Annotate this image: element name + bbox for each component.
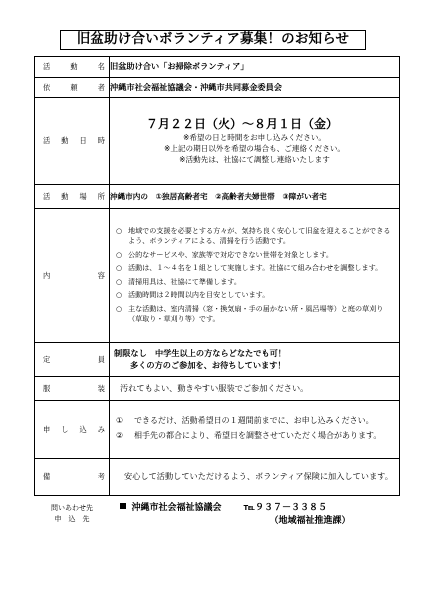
requester-value: 沖縄市社会福祉協議会・沖縄市共同募金委員会 [110, 78, 400, 98]
volunteer-info-table [34, 56, 400, 532]
list-item: ○ 公的なサービスや、家族等で対応できない世帯を対象とします。 [116, 249, 334, 259]
label-schedule: 活 動 日 時 [35, 98, 110, 185]
label-clothing: 服 装 [35, 377, 110, 401]
label-content: 内 容 [35, 209, 110, 343]
contact-label-cell [35, 496, 110, 532]
page-title: 旧盆助け合いボランティア募集！のお知らせ [60, 30, 366, 50]
label-application: 申 し 込 み [35, 401, 110, 459]
label-requester: 依 頼 者 [35, 78, 110, 98]
circle-bullet-icon: ○ [116, 290, 123, 299]
schedule-note: ※希望の日と時間をお申し込みください。 [182, 133, 327, 142]
list-item: ○ 活動時間は２時間以内を目安としています。 [116, 290, 270, 299]
clothing-value: 汚れてもよい、動きやすい服装でご参加ください。 [110, 377, 400, 401]
contact-label: 問いあわせ先 [51, 503, 93, 512]
row-capacity [35, 343, 400, 377]
contact-line [120, 502, 400, 515]
location-value: 沖縄市内の ①独居高齢者宅 ②高齢者夫婦世帯 ③障がい者宅 [110, 185, 400, 209]
row-clothing [35, 377, 400, 401]
contact-value-cell [110, 496, 400, 532]
remarks-value: 安心して活動していただけるよう、ボランティア保険に加入しています。 [110, 459, 400, 496]
contact-phone: ℡９３７－３３８５ [243, 502, 328, 513]
circle-bullet-icon: ○ [116, 225, 123, 235]
content-list [116, 226, 394, 325]
row-location [35, 185, 400, 209]
label-location: 活 動 場 所 [35, 185, 110, 209]
row-contact [35, 496, 400, 532]
row-requester [35, 78, 400, 98]
circle-bullet-icon: ○ [116, 303, 123, 313]
list-item: ② 相手先の都合により、希望日を調整させていただく場合があります。 [116, 430, 382, 440]
list-item: ○ 活動は、１～４名を１組として実施します。社協にて組み合わせを調整します。 [116, 263, 383, 272]
circle-bullet-icon: ○ [116, 263, 123, 272]
list-item: ○ 主な活動は、室内清掃（窓・換気扇・手の届かない所・風呂場等）と庭の草刈り（草取り・草刈り等）です。 [116, 303, 384, 323]
row-remarks [35, 459, 400, 496]
schedule-note: ※活動先は、社協にて調整し連絡いたします [179, 155, 330, 164]
schedule-value [110, 98, 400, 185]
label-capacity: 定 員 [35, 343, 110, 377]
circle-bullet-icon: ○ [116, 249, 123, 259]
application-list [110, 415, 399, 441]
capacity-value [110, 343, 400, 377]
label-remarks: 備 考 [35, 459, 110, 496]
row-schedule [35, 98, 400, 185]
content-value [110, 209, 400, 343]
row-application [35, 401, 400, 459]
apply-label: 申 込 先 [54, 514, 90, 523]
list-item: ○ 清掃用具は、社協にて準備します。 [116, 276, 241, 286]
contact-org: 沖縄市社会福祉協議会 [131, 502, 222, 513]
capacity-line: 制限なし 中学生以上の方ならどなたでも可！ [114, 348, 286, 358]
list-item: ① できるだけ、活動希望日の１週間前までに、お申し込みください。 [116, 416, 374, 425]
square-bullet-icon [120, 503, 126, 509]
label-activity-name: 活 動 名 [35, 57, 110, 78]
capacity-line: 多くの方のご参加を、お待ちしています！ [130, 359, 286, 370]
schedule-note: ※上記の期日以外を希望の場合も、ご連絡ください。 [163, 144, 346, 153]
application-value [110, 401, 400, 459]
activity-name-value: 旧盆助け合い「お掃除ボランティア」 [110, 57, 400, 78]
list-item: ○ 地域での支援を必要とする方々が、気持ち良く安心して旧盆を迎えることができるよう、ボランティアによる、清掃を行う活動です。 [116, 225, 391, 245]
circle-bullet-icon: ○ [116, 276, 123, 286]
contact-dept: （地域福祉推進課） [269, 515, 351, 526]
schedule-date: ７月２２日（火）～８月１日（金） [146, 117, 339, 131]
row-activity-name [35, 57, 400, 78]
row-content [35, 209, 400, 343]
